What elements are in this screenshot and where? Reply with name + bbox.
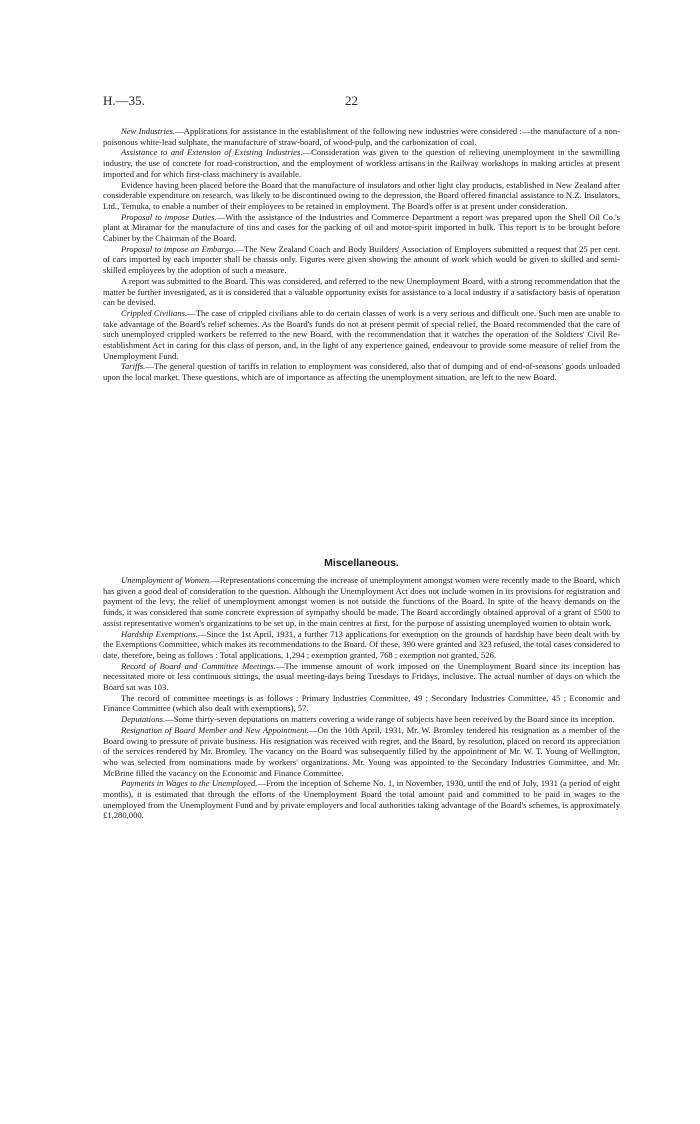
document-reference: H.—35. bbox=[103, 93, 145, 108]
paragraph-text: Evidence having been placed before the Board that the manufacture of insulators and other light clay products, established in New Zealand after considerable expenditure on research, was likely to be discontinued owing to the depression, the Board offered financial assistance to N.Z. Insulators, Ltd., Temuka, to enable a number of their employees to be retained in employment. The Board's offer is at present under consideration. bbox=[103, 179, 620, 211]
paragraph-resignation bbox=[103, 725, 620, 779]
paragraph-title: Proposal to impose an Embargo. bbox=[121, 243, 236, 254]
paragraph-text: —From the inception of Scheme No. 1, in November, 1930, until the end of July, 1931 (a period of eight months), it is estimated that through the efforts of the Unemployment Board the total amount paid and committed to be paid in wages to the unemployed from the Unemployment Fund and by private employers and local authorities taking advantage of the Board's schemes, is approximately £1,280,000. bbox=[103, 778, 620, 821]
paragraph-crippled-civilians bbox=[103, 308, 620, 362]
paragraph-title: Resignation of Board Member and New Appointment. bbox=[121, 724, 309, 735]
paragraph-text: —Some thirty-seven deputations on matters covering a wide range of subjects have been received by the Board since its inception. bbox=[165, 714, 615, 725]
paragraph-text: —Representations concerning the increase of unemployment amongst women were recently made to the Board, which has given a good deal of consideration to the question. Although the Unemployment Act does not include women in its provisions for registration and payment of the levy, the relief of unemployment amongst women is not outside the functions of the Board. In spite of the heavy demands on the funds, it was considered that some concrete expression of sympathy should be made. The Board accordingly obtained approval of a grant of £500 to assist representative women's organizations to be set up, in the main centres at first, for the purpose of assisting unemployed women to obtain work. bbox=[103, 575, 620, 628]
paragraph-text: —The case of crippled civilians able to do certain classes of work is a very serious and difficult one. Such men are unable to take advantage of the Board's relief schemes. As the Board's funds do not at present permit of special relief, the Board recommended that the care of such unemployed crippled workers be referred to the new Board, with the recommendation that it watches the operation of the Soldiers' Civil Re-establishment Act in caring for this class of person, and, in the light of any experience gained, endeavour to provide some measure of relief from the Unemployment Fund. bbox=[103, 307, 620, 361]
paragraph-text: —The New Zealand Coach and Body Builders' Association of Employers submitted a request that 25 per cent. of cars imported by each importer shall be chassis only. Figures were given showing the amount of work which would be given to skilled and semi-skilled employees by the adoption of such a measure. bbox=[103, 243, 620, 276]
paragraph-text: —The immense amount of work imposed on the Unemployment Board since its inception has necessitated more or less continuous sittings, the usual meeting-days being Tuesdays to Fridays, inclusive. The actual number of days on which the Board sat was 103. bbox=[103, 660, 620, 693]
page-number: 22 bbox=[345, 93, 358, 108]
paragraph-record bbox=[103, 661, 620, 693]
paragraph-title: New Industries. bbox=[121, 126, 176, 136]
paragraph-new-industries bbox=[103, 126, 620, 147]
paragraph-report bbox=[103, 276, 620, 308]
paragraph-title: Unemployment of Women. bbox=[121, 575, 212, 585]
miscellaneous-section bbox=[103, 575, 620, 821]
paragraph-text: —Applications for assistance in the establishment of the following new industries were considered :—the manufacture of a non-poisonous white-lead sulphate, the manufacture of straw-board, of wood-pulp, and the carbonization of coal. bbox=[103, 126, 620, 147]
paragraph-title: Tariffs. bbox=[121, 361, 146, 372]
paragraph-text: —With the assistance of the Industries and Commerce Department a report was prepared upon the Shell Oil Co.'s plant at Miramar for the manufacture of tins and cases for the packing of oil and motor-spirit imported in bulk. This report is to be brought before Cabinet by the Chairman of the Board. bbox=[103, 211, 620, 244]
paragraph-women bbox=[103, 575, 620, 629]
paragraph-title: Record of Board and Committee Meetings. bbox=[121, 660, 276, 671]
paragraph-hardship bbox=[103, 629, 620, 661]
industries-section bbox=[103, 126, 620, 383]
paragraph-deputations bbox=[103, 714, 620, 725]
paragraph-text: —Consideration was given to the question of relieving unemployment in the sawmilling industry, the use of concrete for road-construction, and the employment of workless artisans in the Railway workshops in making articles at present imported and for which first-class machinery is available. bbox=[103, 147, 620, 179]
paragraph-evidence bbox=[103, 180, 620, 212]
paragraph-text: —Since the 1st April, 1931, a further 713 applications for exemption on the grounds of hardship have been dealt with by the Exemptions Committee, which makes its recommendations to the Board. Of these, 390 were granted and 323 refused, the total cases considered to date, therefore, being as follows : Total applications, 1,294 ; exemption granted, 768 ; exemption not granted, 526. bbox=[103, 628, 621, 660]
miscellaneous-heading: Miscellaneous. bbox=[324, 557, 399, 569]
paragraph-assistance bbox=[103, 147, 620, 179]
paragraph-embargo bbox=[103, 244, 620, 276]
paragraph-text: The record of committee meetings is as follows : Primary Industries Committee, 49 ; Secondary Industries Committee, 45 ; Economic and Finance Committee (which also dealt with exemptions), 57. bbox=[103, 692, 620, 714]
paragraph-title: Payments in Wages to the Unemployed. bbox=[121, 778, 258, 789]
paragraph-text: —On the 10th April, 1931, Mr. W. Bromley tendered his resignation as a member of the Board owing to pressure of private business. His resignation was received with regret, and the Board, by resolution, placed on record its appreciation of the services rendered by Mr. Bromley. The vacancy on the Board was subsequently filled by the appointment of Mr. W. T. Young of Wellington, who was selected from nominations made by workers' organizations. Mr. Young was appointed to the Secondary Industries Committee, and Mr. McBrine filled the vacancy on the Economic and Finance Committee. bbox=[103, 724, 620, 778]
paragraph-duties bbox=[103, 212, 620, 244]
paragraph-payments bbox=[103, 778, 620, 821]
paragraph-title: Proposal to impose Duties. bbox=[121, 211, 217, 222]
paragraph-tariffs bbox=[103, 361, 620, 382]
paragraph-title: Hardship Exemptions. bbox=[121, 628, 198, 639]
paragraph-title: Crippled Civilians. bbox=[121, 307, 188, 318]
paragraph-text: —The general question of tariffs in relation to employment was considered, also that of dumping and of end-of-seasons' goods unloaded upon the local market. These questions, which are of importance as affecting the unemployment situation, are left to the new Board. bbox=[103, 361, 620, 383]
paragraph-text: A report was submitted to the Board. This was considered, and referred to the new Unemployment Board, with a strong recommendation that the matter be further investigated, as it is considered that a valuable opportunity exists for assistance to a local industry if a satisfactory basis of operation can be devised. bbox=[103, 275, 620, 308]
paragraph-title: Deputations. bbox=[121, 714, 166, 725]
paragraph-title: Assistance to and Extension of Existing Industries. bbox=[121, 147, 303, 158]
paragraph-committee bbox=[103, 693, 620, 714]
